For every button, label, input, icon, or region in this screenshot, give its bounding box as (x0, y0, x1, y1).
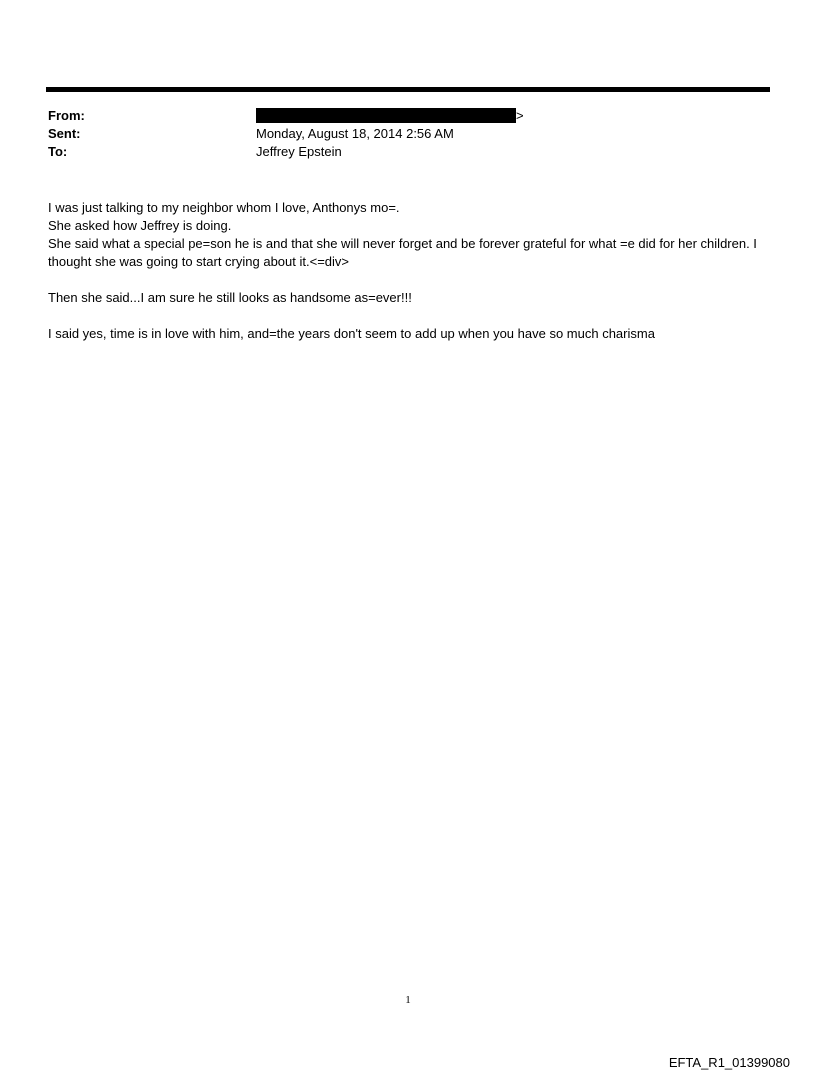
body-paragraph-2: Then she said...I am sure he still looks as handsome as=ever!!! (48, 290, 412, 305)
body-line-1: I was just talking to my neighbor whom I love, Anthonys mo=. (48, 200, 400, 215)
from-label: From: (48, 108, 85, 123)
email-body (48, 199, 768, 343)
to-row (48, 143, 768, 161)
email-header (48, 107, 768, 161)
page-number: 1 (405, 994, 411, 1006)
from-suffix: > (516, 108, 524, 123)
body-line-3: She said what a special pe=son he is and that she will never forget and be forever grateful for what =e did for her children. I thought she was going to start crying about it.<=div> (48, 236, 757, 269)
sent-row (48, 125, 768, 143)
to-label: To: (48, 144, 68, 159)
header-rule (46, 87, 770, 92)
to-value: Jeffrey Epstein (256, 144, 342, 159)
body-line-2: She asked how Jeffrey is doing. (48, 218, 232, 233)
from-value (256, 107, 524, 125)
redaction-block (256, 108, 516, 123)
sent-value: Monday, August 18, 2014 2:56 AM (256, 126, 454, 141)
from-row (48, 107, 768, 125)
body-paragraph-3: I said yes, time is in love with him, and=the years don't seem to add up when you have so much charisma (48, 326, 655, 341)
document-id: EFTA_R1_01399080 (668, 1055, 790, 1070)
sent-label: Sent: (48, 126, 81, 141)
